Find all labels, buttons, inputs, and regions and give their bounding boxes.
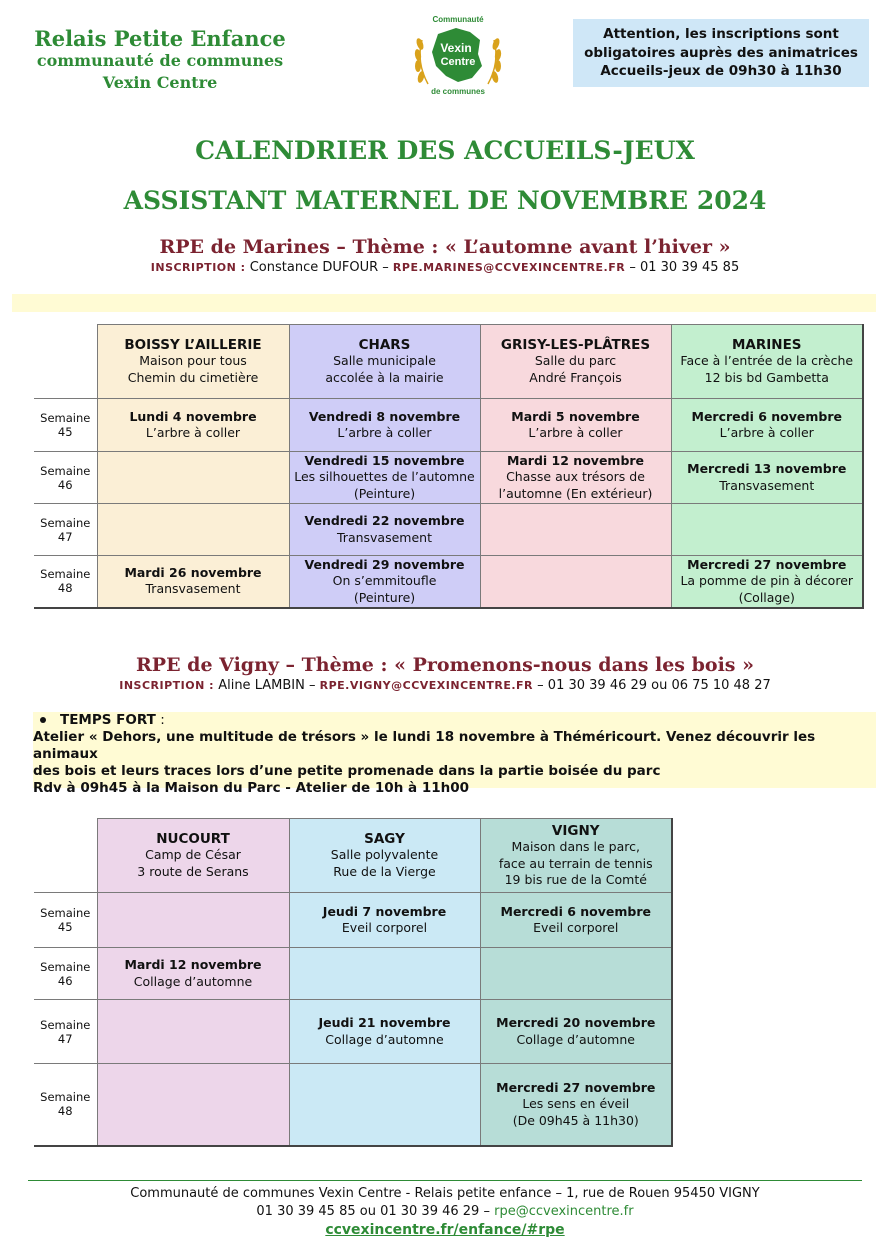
cell-marines (671, 504, 863, 556)
header-place: Salle polyvalente (330, 847, 439, 863)
header-address: accolée à la mairie (325, 369, 444, 385)
cell-date: Mardi 12 novembre (124, 957, 262, 972)
notice-line-1: Attention, les inscriptions sont (603, 26, 839, 42)
week-word: Semaine (40, 411, 91, 425)
week-number: 48 (57, 581, 73, 596)
cell-sagy (289, 1000, 480, 1064)
cell-extra: l’automne (En extérieur) (498, 485, 653, 501)
cell-date: Vendredi 8 novembre (308, 408, 461, 424)
table-corner (34, 819, 97, 893)
header-place: Camp de César (145, 847, 241, 863)
cell-activity: Collage d’automne (133, 973, 253, 989)
cell-marines (671, 556, 863, 608)
vexin-centre-logo (408, 12, 508, 97)
cell-marines (671, 452, 863, 504)
temps-fort-label: TEMPS FORT (60, 712, 156, 728)
registration-notice (573, 19, 869, 87)
cell-activity: L’arbre à coller (719, 425, 814, 440)
week-word: Semaine (40, 515, 91, 530)
notice-line-2: obligatoires auprès des animatrices (584, 44, 858, 61)
header-address: André François (529, 369, 622, 385)
week-label (34, 399, 97, 452)
header-sagy (289, 819, 480, 893)
temps-fort-colon: : (160, 712, 165, 728)
logo-word-vexin: Vexin (440, 41, 472, 55)
table-row (34, 556, 863, 608)
cell-vigny (480, 893, 672, 948)
page-title-line-1: CALENDRIER DES ACCUEILS-JEUX (195, 136, 695, 165)
week-word: Semaine (40, 906, 91, 920)
cell-date: Mercredi 6 novembre (691, 408, 842, 424)
header-place: Maison pour tous (139, 353, 247, 369)
cell-date: Mercredi 20 novembre (496, 1015, 656, 1030)
cell-grisy (480, 399, 671, 452)
vigny-insc-label: INSCRIPTION : (119, 679, 215, 692)
cell-boissy (97, 399, 289, 452)
cell-date: Lundi 4 novembre (129, 408, 257, 424)
header-grisy (480, 325, 671, 399)
marines-insc-label: INSCRIPTION : (150, 261, 246, 274)
vigny-calendar-table (34, 818, 673, 1147)
logo-bottom-text: de communes (431, 87, 485, 96)
temps-fort-line-2: des bois et leurs traces lors d’une petite promenade dans la partie boisée du parc (33, 763, 661, 779)
header-name: NUCOURT (156, 830, 230, 847)
cell-vigny (480, 948, 672, 1000)
cell-boissy (97, 452, 289, 504)
footer-email-link[interactable]: rpe@ccvexincentre.fr (494, 1204, 634, 1219)
temps-fort-box (33, 712, 876, 796)
week-number: 45 (57, 920, 73, 934)
header-vigny (480, 819, 672, 893)
table-row (34, 1000, 672, 1064)
cell-activity: L’arbre à coller (145, 425, 241, 440)
cell-nucourt (97, 893, 289, 948)
cell-grisy (480, 504, 671, 556)
header-address: Rue de la Vierge (333, 863, 436, 879)
cell-date: Mardi 5 novembre (511, 408, 640, 424)
cell-activity: Chasse aux trésors de (506, 469, 645, 485)
cell-sagy (289, 893, 480, 948)
header-name: CHARS (358, 336, 411, 353)
organisation-title (20, 28, 300, 94)
cell-activity: Transvasement (145, 581, 241, 597)
week-label (34, 1064, 97, 1146)
cell-boissy (97, 504, 289, 556)
week-word: Semaine (40, 463, 91, 478)
cell-date: Mercredi 13 novembre (687, 461, 847, 476)
temps-fort-line-1: Atelier « Dehors, une multitude de trésors » le lundi 18 novembre à Théméricourt. Venez découvrir les animaux (33, 729, 816, 762)
logo-word-centre: Centre (440, 56, 476, 68)
header-boissy (97, 325, 289, 399)
table-header-row (34, 819, 672, 893)
cell-activity: Collage d’automne (325, 1031, 444, 1047)
marines-insc-email[interactable]: RPE.MARINES@CCVEXINCENTRE.FR (392, 261, 626, 274)
logo-top-text: Communauté (432, 15, 484, 24)
week-number: 45 (57, 425, 73, 439)
header-address: 3 route de Serans (137, 863, 249, 879)
org-line-1: Relais Petite Enfance (34, 26, 286, 51)
bullet-icon (40, 717, 46, 723)
cell-activity: L’arbre à coller (337, 425, 432, 440)
week-label (34, 948, 97, 1000)
week-number: 46 (57, 973, 73, 988)
week-label (34, 452, 97, 504)
cell-sagy (289, 1064, 480, 1146)
header-name: MARINES (731, 336, 802, 353)
week-label (34, 1000, 97, 1064)
cell-date: Jeudi 21 novembre (318, 1015, 451, 1030)
week-word: Semaine (40, 567, 91, 582)
cell-activity: Transvasement (337, 529, 432, 545)
header-name: GRISY-LES-PLÂTRES (500, 336, 651, 353)
cell-extra: (Collage) (738, 589, 795, 605)
cell-chars (289, 452, 480, 504)
week-word: Semaine (40, 959, 91, 974)
cell-grisy (480, 452, 671, 504)
footer-divider (28, 1180, 862, 1181)
page-title-line-2: ASSISTANT MATERNEL DE NOVEMBRE 2024 (123, 186, 767, 215)
cell-chars (289, 504, 480, 556)
org-line-2: communauté de communes (36, 51, 284, 70)
header-name: SAGY (364, 830, 405, 847)
cell-date: Vendredi 15 novembre (304, 452, 465, 468)
week-word: Semaine (40, 1017, 91, 1032)
footer-address: Communauté de communes Vexin Centre - Relais petite enfance – 1, rue de Rouen 95450 VIGNY (130, 1186, 760, 1201)
marines-calendar-table (34, 324, 864, 609)
footer-site (0, 1222, 890, 1238)
cell-activity: Transvasement (719, 477, 815, 493)
table-row (34, 504, 863, 556)
cell-date: Mercredi 27 novembre (687, 556, 847, 572)
header-chars (289, 325, 480, 399)
header-place: Salle municipale (333, 353, 436, 369)
week-number: 46 (57, 477, 73, 492)
cell-activity: Eveil corporel (533, 920, 619, 935)
table-row (34, 1064, 672, 1146)
header-place: Salle du parc (534, 353, 617, 369)
cell-date: Mercredi 27 novembre (496, 1079, 656, 1095)
cell-activity: Collage d’automne (516, 1031, 635, 1047)
cell-date: Vendredi 29 novembre (304, 556, 465, 572)
cell-activity: L’arbre à coller (528, 425, 623, 440)
marines-insc-phone: – 01 30 39 45 85 (629, 260, 740, 275)
cell-grisy (480, 556, 671, 608)
cell-activity: On s’emmitoufle (332, 573, 437, 588)
header-nucourt (97, 819, 289, 893)
cell-sagy (289, 948, 480, 1000)
temps-fort-line-3: Rdv à 09h45 à la Maison du Parc - Atelier de 10h à 11h00 (33, 780, 470, 796)
vigny-insc-name: Aline LAMBIN – (218, 678, 316, 693)
footer-phones: 01 30 39 45 85 ou 01 30 39 46 29 – (256, 1204, 490, 1219)
cell-date: Vendredi 22 novembre (304, 513, 465, 528)
cell-chars (289, 556, 480, 608)
table-row (34, 399, 863, 452)
notice-line-3: Accueils-jeux de 09h30 à 11h30 (600, 63, 842, 79)
week-label (34, 556, 97, 608)
vigny-heading: RPE de Vigny – Thème : « Promenons-nous dans les bois » (136, 654, 754, 676)
cell-date: Mardi 12 novembre (506, 452, 645, 468)
marines-inscription (0, 260, 890, 275)
cell-chars (289, 399, 480, 452)
header-place: Maison dans le parc, (511, 839, 640, 854)
cell-extra: (Peinture) (353, 589, 416, 605)
header-address-2: 19 bis rue de la Comté (504, 872, 647, 887)
cell-vigny (480, 1000, 672, 1064)
cell-boissy (97, 556, 289, 608)
wheat-left-icon (414, 37, 428, 84)
marines-insc-name: Constance DUFOUR – (249, 260, 389, 275)
week-label (34, 504, 97, 556)
cell-nucourt (97, 1000, 289, 1064)
cell-nucourt (97, 948, 289, 1000)
week-number: 47 (57, 529, 73, 544)
cell-extra: (De 09h45 à 11h30) (512, 1112, 639, 1128)
footer-website-link[interactable]: ccvexincentre.fr/enfance/#rpe (325, 1222, 565, 1238)
cell-activity: La pomme de pin à décorer (680, 573, 854, 588)
cell-date: Mardi 26 novembre (124, 564, 262, 580)
cell-nucourt (97, 1064, 289, 1146)
cell-activity: Les sens en éveil (522, 1096, 630, 1111)
cell-activity: Eveil corporel (341, 920, 428, 935)
header-name: VIGNY (551, 822, 600, 839)
cell-date: Mercredi 6 novembre (500, 903, 651, 919)
header-address: Chemin du cimetière (127, 369, 259, 385)
vigny-insc-phone: – 01 30 39 46 29 ou 06 75 10 48 27 (537, 678, 771, 693)
separator-band (12, 294, 876, 312)
table-row (34, 893, 672, 948)
vigny-inscription (0, 678, 890, 693)
table-row (34, 452, 863, 504)
cell-date: Jeudi 7 novembre (322, 903, 447, 919)
cell-activity: Les silhouettes de l’automne (294, 469, 475, 485)
org-line-3: Vexin Centre (102, 73, 218, 92)
temps-fort-header (33, 712, 876, 729)
week-number: 47 (57, 1031, 73, 1046)
vigny-insc-email[interactable]: RPE.VIGNY@CCVEXINCENTRE.FR (319, 679, 534, 692)
week-label (34, 893, 97, 948)
header-place: Face à l’entrée de la crèche (680, 353, 854, 369)
header-name: BOISSY L’AILLERIE (124, 336, 262, 353)
header-address: 12 bis bd Gambetta (704, 369, 829, 385)
table-row (34, 948, 672, 1000)
wheat-right-icon (488, 37, 502, 84)
header-address: face au terrain de tennis (498, 855, 653, 871)
cell-extra: (Peinture) (353, 485, 416, 501)
table-header-row (34, 325, 863, 399)
marines-heading: RPE de Marines – Thème : « L’automne avant l’hiver » (159, 236, 731, 258)
territory-map-icon (432, 28, 482, 82)
footer-contact (0, 1204, 890, 1219)
cell-marines (671, 399, 863, 452)
week-number: 48 (57, 1104, 73, 1119)
week-word: Semaine (40, 1090, 91, 1105)
header-marines (671, 325, 863, 399)
cell-vigny (480, 1064, 672, 1146)
table-corner (34, 325, 97, 399)
